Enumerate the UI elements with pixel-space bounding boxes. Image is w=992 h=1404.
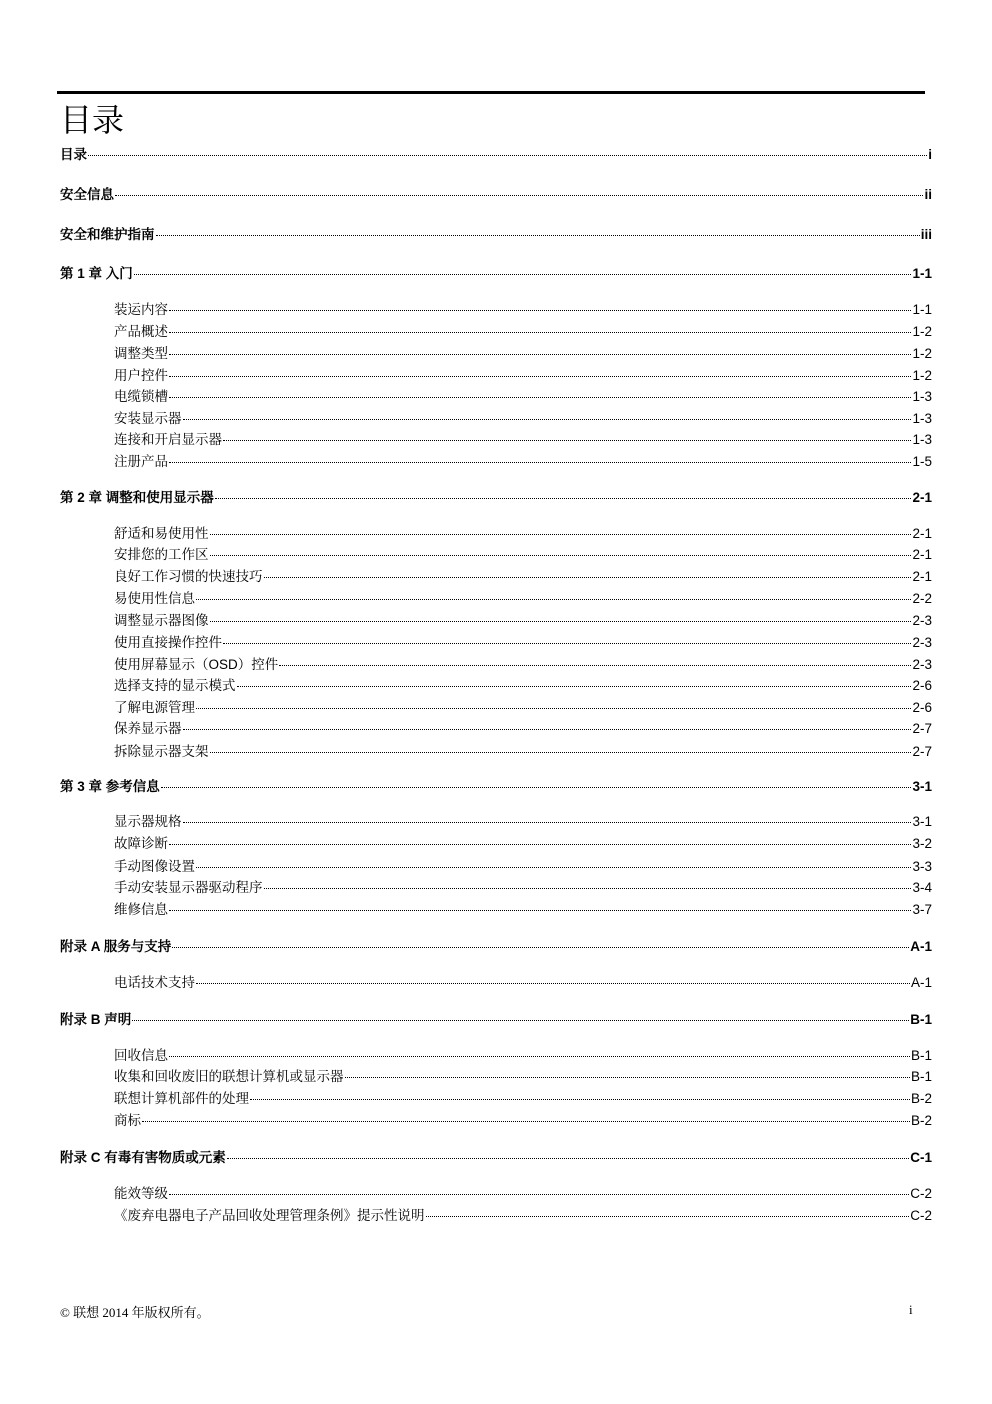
toc-entry-page-number: 1-2 — [912, 368, 932, 383]
toc-entry-label: 使用直接操作控件 — [114, 635, 222, 650]
toc-entry-page-number: 1-3 — [912, 432, 932, 447]
toc-entry-section[interactable] — [114, 742, 932, 762]
toc-entry-label: 安全和维护指南 — [60, 227, 155, 242]
toc-entry-page-number: 2-6 — [912, 700, 932, 715]
toc-entry-section[interactable] — [114, 676, 932, 696]
toc-entry-section[interactable] — [114, 812, 932, 832]
toc-dot-leader — [169, 397, 911, 398]
toc-entry-label: 故障诊断 — [114, 836, 168, 851]
toc-entry-label: 电话技术支持 — [114, 975, 195, 990]
toc-entry-section[interactable] — [114, 452, 932, 472]
toc-entry-section[interactable] — [114, 900, 932, 920]
toc-entry-label: 电缆锁槽 — [114, 389, 168, 404]
toc-entry-section[interactable] — [114, 1206, 932, 1226]
toc-entry-page-number: C-2 — [910, 1208, 932, 1223]
toc-entry-section[interactable] — [114, 387, 932, 407]
toc-entry-section[interactable] — [114, 524, 932, 544]
toc-entry-label: 附录 C 有毒有害物质或元素 — [60, 1150, 226, 1165]
toc-dot-leader — [142, 1121, 910, 1122]
toc-entry-label: 调整类型 — [114, 346, 168, 361]
toc-entry-page-number: 3-7 — [912, 902, 932, 917]
toc-entry-label: 良好工作习惯的快速技巧 — [114, 569, 263, 584]
toc-entry-label: 了解电源管理 — [114, 700, 195, 715]
toc-entry-label: 手动图像设置 — [114, 859, 195, 874]
toc-entry-label: 收集和回收废旧的联想计算机或显示器 — [114, 1069, 344, 1084]
toc-entry-page-number: C-1 — [910, 1150, 932, 1165]
toc-entry-section[interactable] — [114, 611, 932, 631]
toc-dot-leader — [227, 1158, 909, 1159]
toc-entry-section[interactable] — [114, 300, 932, 320]
toc-dot-leader — [250, 1099, 910, 1100]
toc-dot-leader — [210, 752, 912, 753]
toc-dot-leader — [169, 376, 911, 377]
toc-entry-page-number: 1-3 — [912, 411, 932, 426]
toc-entry-page-number: 3-2 — [912, 836, 932, 851]
toc-entry-label: 商标 — [114, 1113, 141, 1128]
toc-dot-leader — [169, 1194, 909, 1195]
toc-entry-label: 第 2 章 调整和使用显示器 — [60, 490, 214, 505]
toc-entry-chapter[interactable] — [60, 1148, 932, 1168]
toc-entry-page-number: 3-1 — [912, 814, 932, 829]
toc-entry-page-number: 2-1 — [912, 526, 932, 541]
toc-entry-section[interactable] — [114, 878, 932, 898]
toc-dot-leader — [183, 822, 912, 823]
toc-entry-page-number: 1-5 — [912, 454, 932, 469]
toc-dot-leader — [210, 621, 912, 622]
toc-entry-section[interactable] — [114, 1046, 932, 1066]
toc-dot-leader — [279, 665, 911, 666]
toc-entry-page-number: B-2 — [910, 1091, 932, 1106]
toc-entry-chapter[interactable] — [60, 1010, 932, 1030]
toc-entry-section[interactable] — [114, 344, 932, 364]
toc-entry-page-number: 3-4 — [912, 880, 932, 895]
toc-entry-page-number: 2-3 — [912, 635, 932, 650]
toc-entry-chapter[interactable] — [60, 777, 932, 797]
toc-entry-page-number: 2-7 — [912, 721, 932, 736]
toc-entry-label: 手动安装显示器驱动程序 — [114, 880, 263, 895]
toc-entry-label: 附录 A 服务与支持 — [60, 939, 172, 954]
toc-entry-page-number: B-1 — [910, 1069, 932, 1084]
toc-entry-chapter[interactable] — [60, 225, 932, 245]
page-title: 目录 — [60, 102, 125, 138]
toc-entry-section[interactable] — [114, 589, 932, 609]
toc-entry-label: 目录 — [60, 147, 87, 162]
toc-entry-page-number: 2-1 — [912, 490, 932, 505]
toc-dot-leader — [196, 983, 910, 984]
toc-entry-label: 附录 B 声明 — [60, 1012, 132, 1027]
toc-entry-page-number: A-1 — [910, 975, 932, 990]
toc-entry-page-number: 2-2 — [912, 591, 932, 606]
toc-entry-page-number: 3-3 — [912, 859, 932, 874]
toc-dot-leader — [210, 555, 912, 556]
toc-dot-leader — [237, 686, 912, 687]
toc-entry-label: 安全信息 — [60, 187, 114, 202]
toc-entry-chapter[interactable] — [60, 145, 932, 165]
footer-page-number: i — [909, 1302, 913, 1317]
toc-entry-label: 装运内容 — [114, 302, 168, 317]
toc-dot-leader — [196, 867, 911, 868]
toc-entry-section[interactable] — [114, 834, 932, 854]
toc-entry-page-number: C-2 — [910, 1186, 932, 1201]
toc-entry-page-number: ii — [924, 187, 932, 202]
toc-dot-leader — [169, 332, 911, 333]
toc-dot-leader — [169, 354, 911, 355]
toc-entry-label: 显示器规格 — [114, 814, 182, 829]
toc-entry-label: 易使用性信息 — [114, 591, 195, 606]
toc-entry-label: 第 3 章 参考信息 — [60, 779, 160, 794]
toc-entry-page-number: 2-3 — [912, 613, 932, 628]
toc-dot-leader — [161, 787, 912, 788]
toc-entry-label: 连接和开启显示器 — [114, 432, 222, 447]
toc-entry-section[interactable] — [114, 322, 932, 342]
toc-entry-page-number: 3-1 — [912, 779, 932, 794]
toc-entry-label: 能效等级 — [114, 1186, 168, 1201]
toc-dot-leader — [264, 577, 912, 578]
toc-dot-leader — [345, 1077, 910, 1078]
toc-entry-section[interactable] — [114, 698, 932, 718]
toc-dot-leader — [169, 910, 911, 911]
toc-entry-page-number: 1-2 — [912, 324, 932, 339]
toc-entry-section[interactable] — [114, 1184, 932, 1204]
toc-entry-section[interactable] — [114, 545, 932, 565]
toc-dot-leader — [134, 274, 912, 275]
toc-entry-label: 安排您的工作区 — [114, 547, 209, 562]
toc-entry-page-number: 1-1 — [912, 266, 932, 281]
toc-entry-page-number: 1-2 — [912, 346, 932, 361]
toc-entry-page-number: iii — [920, 227, 932, 242]
toc-entry-page-number: 2-3 — [912, 657, 932, 672]
toc-entry-label: 调整显示器图像 — [114, 613, 209, 628]
toc-entry-page-number: 1-3 — [912, 389, 932, 404]
toc-entry-label: 用户控件 — [114, 368, 168, 383]
toc-entry-section[interactable] — [114, 1067, 932, 1087]
toc-entry-section[interactable] — [114, 430, 932, 450]
toc-entry-label: 拆除显示器支架 — [114, 744, 209, 759]
toc-dot-leader — [132, 1020, 909, 1021]
toc-dot-leader — [169, 462, 911, 463]
toc-entry-chapter[interactable] — [60, 488, 932, 508]
toc-entry-page-number: 2-7 — [912, 744, 932, 759]
toc-dot-leader — [88, 155, 927, 156]
toc-entry-section[interactable] — [114, 973, 932, 993]
toc-entry-page-number: 1-1 — [912, 302, 932, 317]
toc-entry-section[interactable] — [114, 1111, 932, 1131]
toc-entry-chapter[interactable] — [60, 937, 932, 957]
toc-entry-section[interactable] — [114, 567, 932, 587]
toc-entry-page-number: 2-1 — [912, 569, 932, 584]
toc-entry-label: 保养显示器 — [114, 721, 182, 736]
toc-dot-leader — [183, 419, 912, 420]
toc-dot-leader — [169, 844, 911, 845]
toc-entry-section[interactable] — [114, 1089, 932, 1109]
toc-entry-section[interactable] — [114, 857, 932, 877]
toc-entry-page-number: 2-1 — [912, 547, 932, 562]
toc-dot-leader — [169, 310, 911, 311]
toc-entry-label: 选择支持的显示模式 — [114, 678, 236, 693]
toc-entry-label: 注册产品 — [114, 454, 168, 469]
toc-entry-label: 维修信息 — [114, 902, 168, 917]
toc-dot-leader — [169, 1056, 910, 1057]
toc-entry-page-number: B-2 — [910, 1113, 932, 1128]
toc-entry-label: 使用屏幕显示（OSD）控件 — [114, 657, 279, 672]
header-rule — [57, 91, 925, 94]
toc-dot-leader — [210, 534, 912, 535]
toc-dot-leader — [156, 235, 920, 236]
toc-entry-section[interactable] — [114, 633, 932, 653]
toc-entry-label: 安装显示器 — [114, 411, 182, 426]
toc-entry-chapter[interactable] — [60, 185, 932, 205]
toc-dot-leader — [215, 498, 912, 499]
toc-entry-section[interactable] — [114, 719, 932, 739]
toc-entry-page-number: B-1 — [910, 1048, 932, 1063]
toc-entry-page-number: i — [928, 147, 932, 162]
toc-entry-page-number: A-1 — [910, 939, 932, 954]
toc-entry-label: 《废弃电器电子产品回收处理管理条例》提示性说明 — [114, 1208, 425, 1223]
toc-entry-page-number: 2-6 — [912, 678, 932, 693]
toc-dot-leader — [223, 643, 911, 644]
toc-dot-leader — [183, 729, 912, 730]
toc-dot-leader — [115, 195, 923, 196]
toc-entry-label: 第 1 章 入门 — [60, 266, 133, 281]
toc-entry-page-number: B-1 — [910, 1012, 932, 1027]
toc-dot-leader — [264, 888, 912, 889]
toc-entry-section[interactable] — [114, 366, 932, 386]
toc-entry-label: 舒适和易使用性 — [114, 526, 209, 541]
toc-entry-section[interactable] — [114, 655, 932, 675]
toc-dot-leader — [172, 947, 909, 948]
toc-dot-leader — [196, 708, 911, 709]
toc-dot-leader — [223, 440, 911, 441]
footer-copyright: © 联想 2014 年版权所有。 — [60, 1305, 210, 1320]
toc-entry-label: 回收信息 — [114, 1048, 168, 1063]
toc-entry-section[interactable] — [114, 409, 932, 429]
toc-entry-chapter[interactable] — [60, 264, 932, 284]
toc-dot-leader — [426, 1216, 910, 1217]
toc-entry-label: 联想计算机部件的处理 — [114, 1091, 249, 1106]
toc-entry-label: 产品概述 — [114, 324, 168, 339]
toc-dot-leader — [196, 599, 911, 600]
